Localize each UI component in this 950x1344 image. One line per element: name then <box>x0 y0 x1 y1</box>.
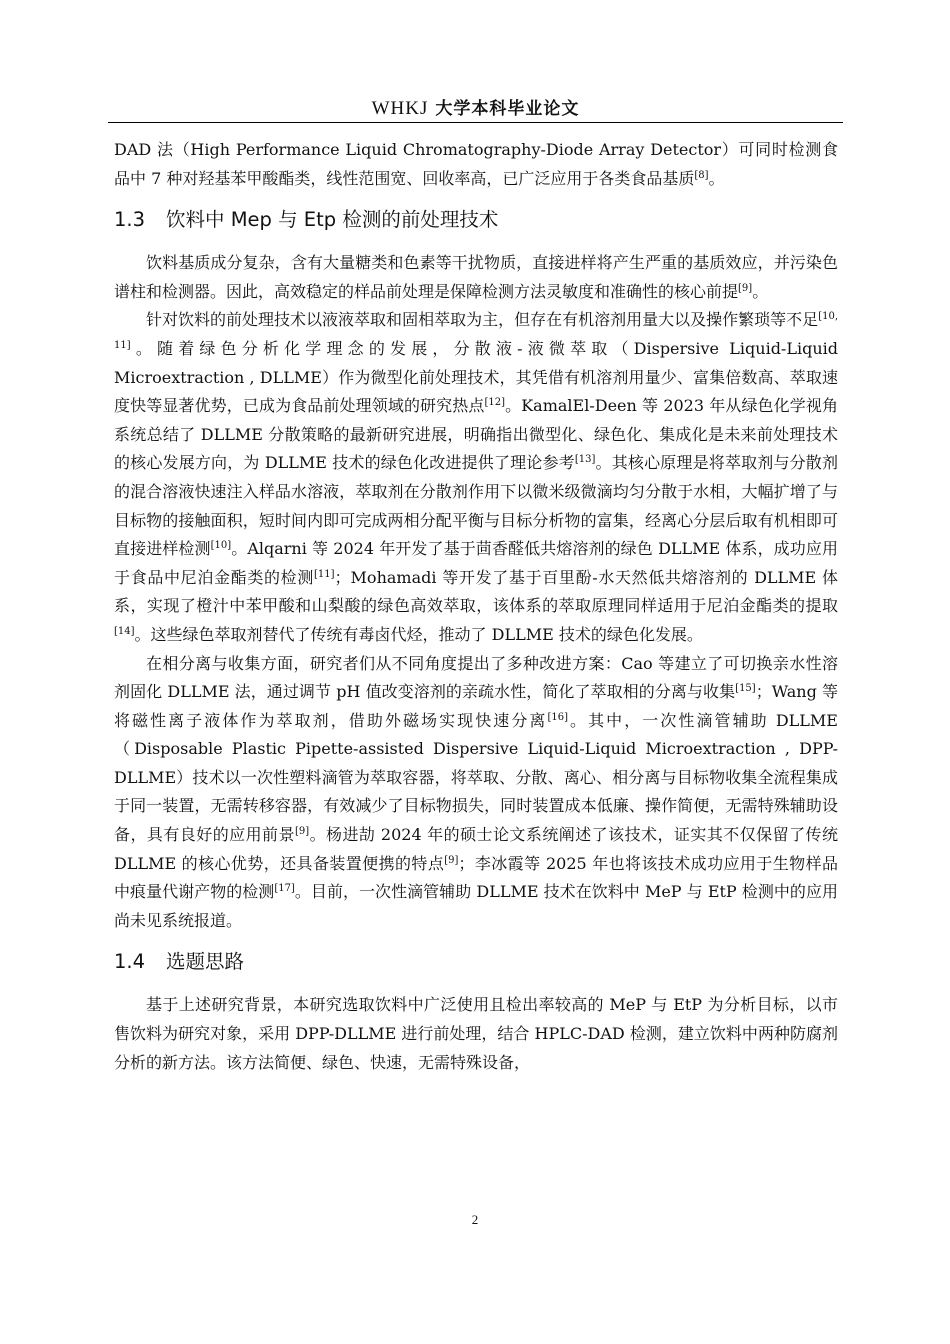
paragraph <box>114 650 838 936</box>
citation: [13] <box>574 454 596 466</box>
text-run: 在相分离与收集方面，研究者们从不同角度提出了多种改进方案：Cao 等建立了可切换亲水性溶剂固化 DLLME 法，通过调节 pH 值改变溶剂的亲疏水性，简化了萃取相的分离与收集 <box>114 653 838 702</box>
text-run: DAD 法（High Performance Liquid Chromatography-Diode Array Detector）可同时检测食品中 7 种对羟基苯甲酸酯类，线性范围宽、回收率高，已广泛应用于各类食品基质 <box>114 140 838 188</box>
section-number: 1.3 <box>114 208 146 232</box>
citation: [15] <box>735 683 756 695</box>
paragraph <box>114 991 838 1077</box>
page-body <box>114 136 838 1077</box>
text-run: 。这些绿色萃取剂替代了传统有毒卤代烃，推动了 DLLME 技术的绿色化发展。 <box>134 624 703 644</box>
header-brand: WHKJ <box>371 98 429 119</box>
header-title: 大学本科毕业论文 <box>435 99 580 119</box>
citation: [9] <box>444 854 459 866</box>
citation: [9] <box>294 826 310 838</box>
page-number: 2 <box>471 1212 479 1227</box>
text-run: 饮料基质成分复杂，含有大量糖类和色素等干扰物质，直接进样将产生严重的基质效应，并污染色谱柱和检测器。因此，高效稳定的样品前处理是保障检测方法灵敏度和准确性的核心前提 <box>114 253 838 301</box>
citation: [14] <box>114 625 135 637</box>
section-title: 饮料中 Mep 与 Etp 检测的前处理技术 <box>166 208 499 232</box>
section-heading-1-3 <box>114 205 838 235</box>
text-run: ；李冰霞等 2025 年也将该技术成功应用于生物样品中痕量代谢产物的检测 <box>114 853 838 902</box>
text-run: ；Wang 等将磁性离子液体作为萃取剂，借助外磁场实现快速分离 <box>114 682 838 730</box>
citation: [8] <box>694 169 709 181</box>
citation: [10, 11] <box>114 311 838 351</box>
section-number: 1.4 <box>114 950 146 974</box>
text-run: 。 <box>752 281 769 301</box>
text-run: 。其核心原理是将萃取剂与分散剂的混合溶液快速注入样品水溶液，萃取剂在分散剂作用下以微米级微滴均匀分散于水相，大幅扩增了与目标物的接触面积，短时间内即可完成两相分配平衡与目标分析物的富集，经离心分层后取有机相即可直接进样检测 <box>114 453 838 559</box>
text-run: 。其中，一次性滴管辅助 DLLME（Disposable Plastic Pipette-assisted Dispersive Liquid-Liquid Microextraction , DPP-DLLME）技术以一次性塑料滴管为萃取容器，将萃取、分散、离心、相分离与目标物收集全流程集成于同一装置，无需转移容器，有效减少了目标物损失，同时装置成本低廉、操作简便，无需特殊辅助设备，具有良好的应用前景 <box>114 710 838 845</box>
paragraph-continued <box>114 136 838 193</box>
text-run: 。Alqarni 等 2024 年开发了基于茴香醛低共熔溶剂的绿色 DLLME 体系，成功应用于食品中尼泊金酯类的检测 <box>114 539 838 587</box>
citation: [9] <box>738 282 753 294</box>
text-run: 。随着绿色分析化学理念的发展，分散液-液微萃取（Dispersive Liquid-Liquid Microextraction , DLLME）作为微型化前处理技术，其凭借有机溶剂用量少、富集倍数高、萃取速度快等显著优势，已成为食品前处理领域的研究热点 <box>114 338 838 416</box>
section-title: 选题思路 <box>166 950 245 974</box>
citation: [12] <box>484 397 506 409</box>
citation: [10] <box>210 540 232 552</box>
text-run: 基于上述研究背景，本研究选取饮料中广泛使用且检出率较高的 MeP 与 EtP 为分析目标，以市售饮料为研究对象，采用 DPP-DLLME 进行前处理，结合 HPLC-DAD 检测，建立饮料中两种防腐剂分析的新方法。该方法简便、绿色、快速，无需特殊设备， <box>114 995 838 1072</box>
text-run: 。 <box>708 168 725 188</box>
text-run: ；Mohamadi 等开发了基于百里酚-水天然低共熔溶剂的 DLLME 体系，实现了橙汁中苯甲酸和山梨酸的绿色高效萃取，该体系的萃取原理同样适用于尼泊金酯类的提取 <box>114 567 838 616</box>
page-header <box>108 96 843 123</box>
citation: [17] <box>274 883 295 895</box>
text-run: 。目前，一次性滴管辅助 DLLME 技术在饮料中 MeP 与 EtP 检测中的应用尚未见系统报道。 <box>114 882 838 930</box>
paragraph <box>114 306 838 649</box>
section-heading-1-4 <box>114 947 838 977</box>
paragraph <box>114 249 838 306</box>
citation: [16] <box>547 711 568 723</box>
text-run: 。杨进劼 2024 年的硕士论文系统阐述了该技术，证实其不仅保留了传统 DLLME 的核心优势，还具备装置便携的特点 <box>114 825 838 873</box>
citation: [11] <box>314 568 335 580</box>
text-run: 。KamalEl-Deen 等 2023 年从绿色化学视角系统总结了 DLLME 分散策略的最新研究进展，明确指出微型化、绿色化、集成化是未来前处理技术的核心发展方向，为 DLLME 技术的绿色化改进提供了理论参考 <box>114 396 838 473</box>
text-run: 针对饮料的前处理技术以液液萃取和固相萃取为主，但存在有机溶剂用量大以及操作繁琐等不足 <box>146 310 819 330</box>
